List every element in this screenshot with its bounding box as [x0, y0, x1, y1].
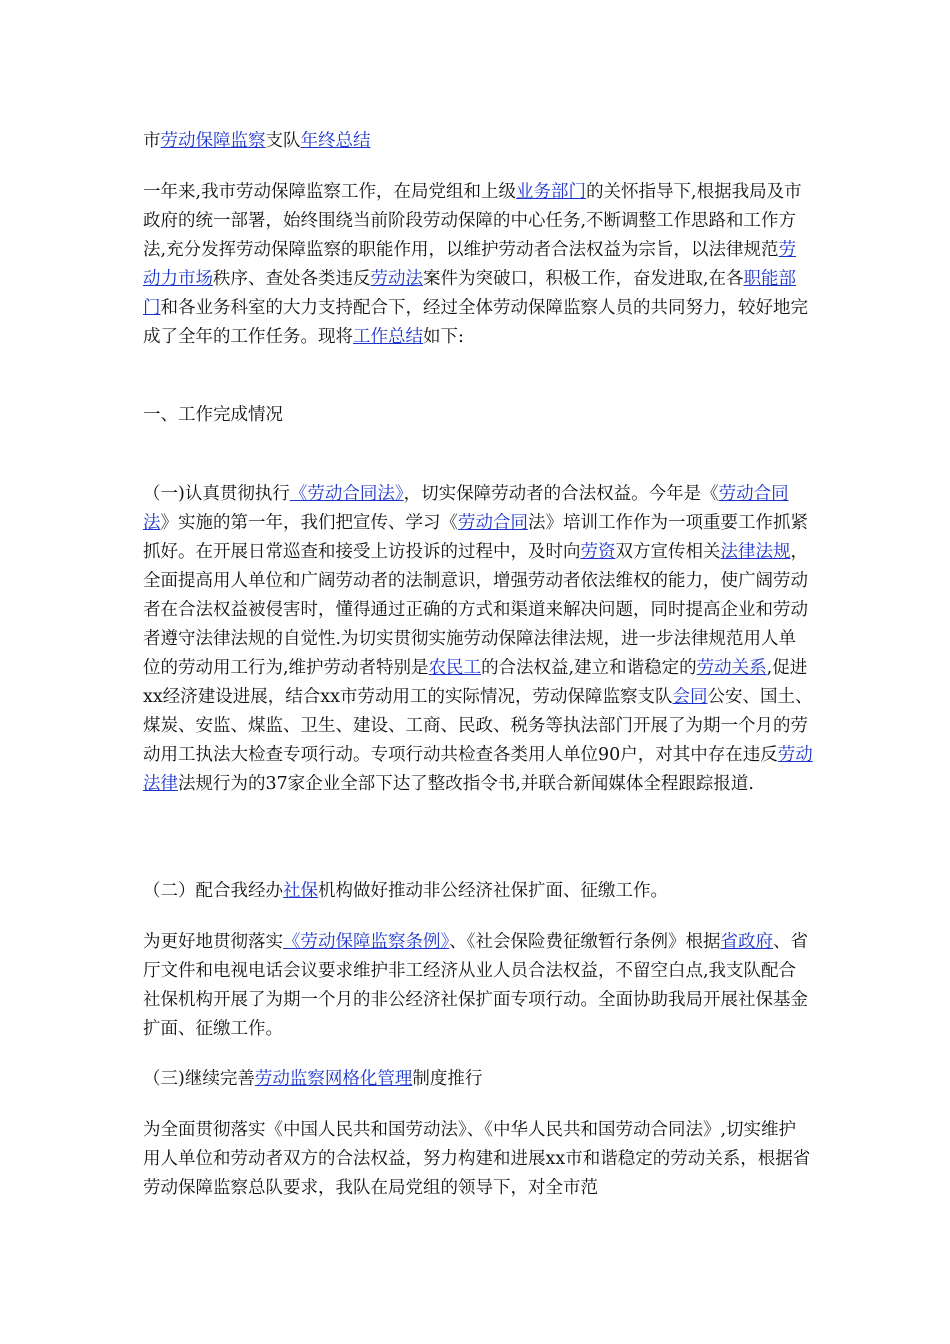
link-functional-departments[interactable]: 职能部门	[143, 269, 797, 318]
section-1-paragraph: （一)认真贯彻执行《劳动合同法》，切实保障劳动者的合法权益。今年是《劳动合同法》实施的第一年，我们把宣传、学习《劳动合同法》培训工作作为一项重要工作抓紧抓好。在开展日常巡查和接受上访投诉的过程中，及时向劳资双方宣传相关法律法规，全面提高用人单位和广阔劳动者的法制意识，增强劳动者依法维权的能力，使广阔劳动者在合法权益被侵害时，懂得通过正确的方式和渠道来解决问题，同时提高企业和劳动者遵守法律法规的自觉性.为切实贯彻实施劳动保障法律法规，进一步法律规范用人单位的劳动用工行为,维护劳动者特别是农民工的合法权益,建立和谐稳定的劳动关系,促进xx经济建设进展，结合xx市劳动用工的实际情况，劳动保障监察支队会同公安、国土、煤炭、安监、煤监、卫生、建设、工商、民政、税务等执法部门开展了为期一个月的劳动用工执法大检查专项行动。专项行动共检查各类用人单位90户，对其中存在违反劳动法律法规行为的37家企业全部下达了整改指令书,并联合新闻媒体全程跟踪报道.	[143, 484, 813, 794]
link-grid-management[interactable]: 劳动监察网格化管理	[254, 1069, 413, 1089]
intro-paragraph: 一年来,我市劳动保障监察工作，在局党组和上级业务部门的关怀指导下,根据我局及市政府的统一部署，始终围绕当前阶段劳动保障的中心任务,不断调整工作思路和工作方法,充分发挥劳动保障监察的职能作用，以维护劳动者合法权益为宗旨，以法律规范劳动力市场秩序、查处各类违反劳动法案件为突破口，积极工作，奋发进取,在各职能部门和各业务科室的大力支持配合下，经过全体劳动保障监察人员的共同努力，较好地完成了全年的工作任务。现将工作总结如下:	[143, 182, 808, 347]
link-inspection-regulations[interactable]: 《劳动保障监察条例》	[283, 932, 450, 952]
link-labor-security-inspection[interactable]: 劳动保障监察	[160, 131, 266, 151]
link-provincial-government[interactable]: 省政府	[720, 932, 773, 952]
section-heading-1: 一、工作完成情况	[143, 405, 283, 425]
link-labor-contract-law-2[interactable]: 劳动合同法	[143, 484, 789, 533]
link-business-department[interactable]: 业务部门	[516, 182, 587, 202]
section-3-paragraph: 为全面贯彻落实《中国人民共和国劳动法》、《中华人民共和国劳动合同法》,切实维护用人单位和劳动者双方的合法权益，努力构建和进展xx市和谐稳定的劳动关系，根据省劳动保障监察总队要求，我队在局党组的领导下，对全市范	[143, 1120, 811, 1198]
section-2-paragraph: 为更好地贯彻落实《劳动保障监察条例》、《社会保险费征缴暂行条例》根据省政府、省厅文件和电视电话会议要求维护非工经济从业人员合法权益，不留空白点,我支队配合社保机构开展了为期一个月的非公经济社保扩面专项行动。全面协助我局开展社保基金扩面、征缴工作。	[143, 932, 808, 1039]
link-labor-law[interactable]: 劳动法	[370, 269, 423, 289]
link-labor-market[interactable]: 劳动力市场	[143, 240, 797, 289]
link-social-security[interactable]: 社保	[283, 881, 318, 901]
document-title: 市劳动保障监察支队年终总结	[143, 131, 371, 151]
link-labor-laws[interactable]: 劳动法律	[143, 745, 813, 794]
link-work-summary[interactable]: 工作总结	[353, 327, 423, 347]
link-jointly[interactable]: 会同	[672, 687, 708, 707]
link-year-end-summary[interactable]: 年终总结	[300, 131, 371, 151]
link-labor-contract[interactable]: 劳动合同	[458, 513, 528, 533]
link-migrant-workers[interactable]: 农民工	[428, 658, 482, 678]
link-laws-regulations[interactable]: 法律法规	[720, 542, 791, 562]
link-labor-contract-law[interactable]: 《劳动合同法》	[289, 484, 404, 504]
section-heading-3: （三)继续完善劳动监察网格化管理制度推行	[143, 1069, 483, 1089]
link-labor-relations[interactable]: 劳动关系	[696, 658, 767, 678]
link-labor-capital[interactable]: 劳资	[580, 542, 616, 562]
section-heading-2: （二）配合我经办社保机构做好推动非公经济社保扩面、征缴工作。	[143, 881, 668, 901]
